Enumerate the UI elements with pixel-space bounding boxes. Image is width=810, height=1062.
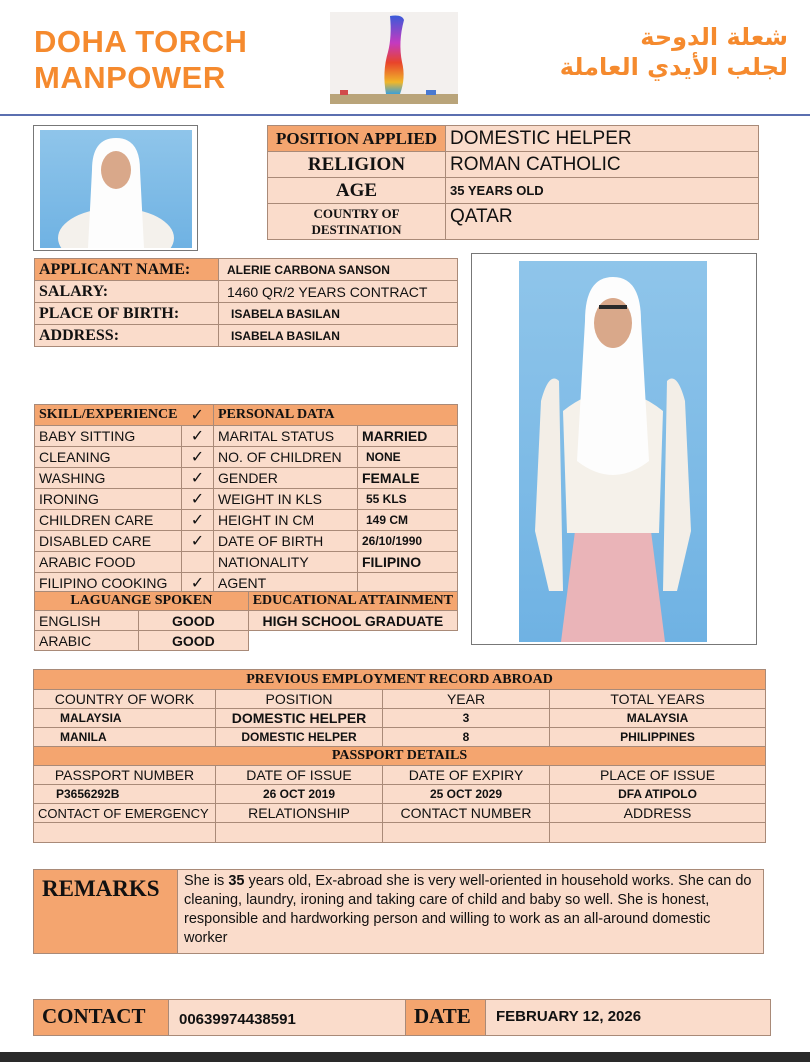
destination-label: COUNTRY OF DESTINATION: [268, 204, 446, 240]
skill-row: [35, 468, 458, 489]
column-header: CONTACT OF EMERGENCY: [34, 804, 216, 823]
employment-year: 8: [383, 728, 550, 747]
employment-row: [34, 709, 766, 728]
personal-label: NO. OF CHILDREN: [213, 447, 357, 468]
applicant-name-label: APPLICANT NAME:: [35, 259, 219, 281]
age-value: 35 YEARS OLD: [446, 178, 759, 204]
personal-label: MARITAL STATUS: [213, 426, 357, 447]
employment-total: MALAYSIA: [550, 709, 766, 728]
column-header: TOTAL YEARS: [550, 690, 766, 709]
arabic-line-1: شعلة الدوحة: [640, 23, 788, 51]
skill-label: BABY SITTING: [35, 426, 182, 447]
remarks-age: 35: [228, 873, 245, 889]
personal-value: FEMALE: [357, 468, 457, 489]
language-education-table: [34, 591, 458, 651]
emergency-relationship-cell: [216, 823, 383, 843]
check-icon: ✓: [181, 468, 213, 489]
column-header: PLACE OF ISSUE: [550, 766, 766, 785]
remarks-text: [178, 870, 763, 953]
column-header: POSITION: [216, 690, 383, 709]
skill-row: [35, 531, 458, 552]
column-header: DATE OF EXPIRY: [383, 766, 550, 785]
passport-place-of-issue: DFA ATIPOLO: [550, 785, 766, 804]
language-label: ARABIC: [35, 631, 139, 651]
emergency-row: [34, 823, 766, 843]
footer-bar: [33, 999, 771, 1036]
contact-label: CONTACT: [34, 1000, 169, 1035]
place-of-birth-row: [35, 303, 458, 325]
employment-row: [34, 728, 766, 747]
remarks-text-post: years old, Ex-abroad she is very well-oriented in household works. She can do cleaning, laundry, ironing and taking care of child and baby so well. She is honest, responsible and hardworking person and willing to work as an all-around domestic worker: [184, 873, 752, 946]
column-header: YEAR: [383, 690, 550, 709]
employment-header-row: [34, 670, 766, 690]
passport-columns-row: [34, 766, 766, 785]
education-header: EDUCATIONAL ATTAINMENT: [248, 592, 457, 611]
employment-header: PREVIOUS EMPLOYMENT RECORD ABROAD: [34, 670, 766, 690]
personal-value: 55 KLS: [357, 489, 457, 510]
passport-header: PASSPORT DETAILS: [34, 747, 766, 766]
personal-label: DATE OF BIRTH: [213, 531, 357, 552]
column-header: RELATIONSHIP: [216, 804, 383, 823]
employment-country: MANILA: [34, 728, 216, 747]
skill-label: CHILDREN CARE: [35, 510, 182, 531]
arabic-brand-name: [470, 22, 788, 82]
position-table: [267, 125, 759, 240]
passport-header-row: [34, 747, 766, 766]
skill-label: FILIPINO COOKING: [35, 573, 182, 594]
emergency-columns-row: [34, 804, 766, 823]
remarks-text-pre: She is: [184, 873, 229, 889]
passport-row: [34, 785, 766, 804]
personal-label: NATIONALITY: [213, 552, 357, 573]
check-icon: ✓: [181, 531, 213, 552]
skill-row: [35, 552, 458, 573]
salary-row: [35, 281, 458, 303]
skill-label: IRONING: [35, 489, 182, 510]
employment-position: DOMESTIC HELPER: [216, 728, 383, 747]
check-icon: ✓: [181, 405, 213, 426]
skills-personal-table: [34, 404, 458, 594]
passport-issue-date: 26 OCT 2019: [216, 785, 383, 804]
skill-row: [35, 489, 458, 510]
skill-label: CLEANING: [35, 447, 182, 468]
empty-check-cell: [181, 552, 213, 573]
applicant-photo-large-frame: [471, 253, 757, 645]
age-label: AGE: [268, 178, 446, 204]
applicant-photo-small: [40, 130, 192, 248]
personal-label: WEIGHT IN KLS: [213, 489, 357, 510]
blank-cell: [248, 631, 457, 651]
column-header: PASSPORT NUMBER: [34, 766, 216, 785]
column-header: DATE OF ISSUE: [216, 766, 383, 785]
skills-header-row: [35, 405, 458, 426]
language-row: [35, 631, 458, 651]
personal-header: PERSONAL DATA: [213, 405, 457, 426]
salary-label: SALARY:: [35, 281, 219, 303]
check-icon: ✓: [181, 426, 213, 447]
date-label: DATE: [406, 1000, 486, 1035]
date-value: FEBRUARY 12, 2026: [486, 1000, 770, 1035]
skill-row: [35, 426, 458, 447]
bottom-edge-bar: [0, 1052, 810, 1062]
personal-label: AGENT: [213, 573, 357, 594]
destination-row: [268, 204, 759, 240]
salary-value: 1460 QR/2 YEARS CONTRACT: [219, 281, 458, 303]
religion-row: [268, 152, 759, 178]
skill-label: ARABIC FOOD: [35, 552, 182, 573]
torch-tower-logo-icon: [330, 12, 458, 104]
employment-columns-row: [34, 690, 766, 709]
address-row: [35, 325, 458, 347]
arabic-line-2: لجلب الأيدي العاملة: [559, 53, 788, 81]
skills-header: SKILL/EXPERIENCE: [35, 405, 182, 426]
passport-expiry-date: 25 OCT 2029: [383, 785, 550, 804]
emergency-number-cell: [383, 823, 550, 843]
personal-value: 149 CM: [357, 510, 457, 531]
emergency-address-cell: [550, 823, 766, 843]
personal-label: GENDER: [213, 468, 357, 489]
address-label: ADDRESS:: [35, 325, 219, 347]
check-icon: ✓: [181, 573, 213, 594]
applicant-photo-large: [519, 261, 707, 642]
brand-line-2: MANPOWER: [34, 60, 226, 95]
position-label: POSITION APPLIED: [268, 126, 446, 152]
address-value: ISABELA BASILAN: [219, 325, 458, 347]
applicant-name-value: ALERIE CARBONA SANSON: [219, 259, 458, 281]
language-row: [35, 611, 458, 631]
brand-name: [34, 24, 247, 96]
check-icon: ✓: [181, 489, 213, 510]
employment-passport-table: [33, 669, 766, 843]
emergency-contact-cell: [34, 823, 216, 843]
employment-country: MALAYSIA: [34, 709, 216, 728]
skill-row: [35, 447, 458, 468]
age-row: [268, 178, 759, 204]
place-of-birth-value: ISABELA BASILAN: [219, 303, 458, 325]
language-level: GOOD: [139, 631, 249, 651]
column-header: CONTACT NUMBER: [383, 804, 550, 823]
passport-number: P3656292B: [34, 785, 216, 804]
position-value: DOMESTIC HELPER: [446, 126, 759, 152]
employment-total: PHILIPPINES: [550, 728, 766, 747]
applicant-table: [34, 258, 458, 347]
header-divider: [0, 114, 810, 116]
employment-year: 3: [383, 709, 550, 728]
skill-row: [35, 510, 458, 531]
remarks-label: REMARKS: [34, 870, 178, 953]
contact-value: 00639974438591: [169, 1000, 406, 1035]
applicant-name-row: [35, 259, 458, 281]
column-header: ADDRESS: [550, 804, 766, 823]
language-level: GOOD: [139, 611, 249, 631]
skill-label: DISABLED CARE: [35, 531, 182, 552]
remarks-box: [33, 869, 764, 954]
language-header-row: [35, 592, 458, 611]
religion-label: RELIGION: [268, 152, 446, 178]
personal-value: MARRIED: [357, 426, 457, 447]
personal-value: FILIPINO: [357, 552, 457, 573]
religion-value: ROMAN CATHOLIC: [446, 152, 759, 178]
language-label: ENGLISH: [35, 611, 139, 631]
check-icon: ✓: [181, 447, 213, 468]
destination-value: QATAR: [446, 204, 759, 240]
brand-line-1: DOHA TORCH: [34, 24, 248, 59]
column-header: COUNTRY OF WORK: [34, 690, 216, 709]
personal-label: HEIGHT IN CM: [213, 510, 357, 531]
language-header: LAGUANGE SPOKEN: [35, 592, 249, 611]
place-of-birth-label: PLACE OF BIRTH:: [35, 303, 219, 325]
applicant-photo-small-frame: [33, 125, 198, 251]
education-value: HIGH SCHOOL GRADUATE: [248, 611, 457, 631]
employment-position: DOMESTIC HELPER: [216, 709, 383, 728]
personal-value: 26/10/1990: [357, 531, 457, 552]
personal-value: NONE: [357, 447, 457, 468]
check-icon: ✓: [181, 510, 213, 531]
position-row: [268, 126, 759, 152]
skill-label: WASHING: [35, 468, 182, 489]
